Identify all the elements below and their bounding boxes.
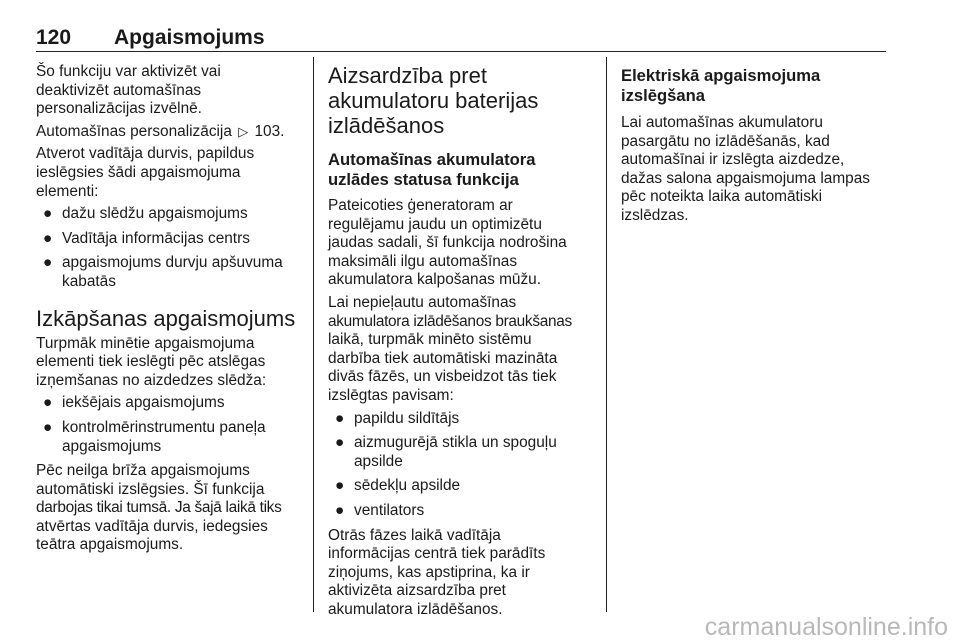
list-item: ● apgaismojums durvju apšuvuma kabatās: [43, 254, 283, 290]
paragraph: Atverot vadītāja durvis, papildus ieslēgsies šādi apgaismojuma elementi:: [36, 145, 255, 200]
column-divider-1: [313, 57, 314, 612]
list-item: ● kontrolmērinstrumentu paneļa apgaismojums: [43, 418, 266, 455]
column-divider-2: [606, 57, 607, 612]
page-header: [36, 26, 886, 50]
list-item: ● iekšējais apgaismojums: [43, 394, 225, 412]
watermark: carmanualsonline.info: [704, 613, 948, 641]
column-left: [36, 63, 306, 559]
bullet-icon: ●: [335, 409, 345, 427]
bullet-icon: ●: [43, 394, 53, 412]
paragraph: Lai automašīnas akumulatoru pasargātu no izlādēšanās, kad automašīnai ir izslēgta aizdedze, dažas salona apgaismojuma lampas pēc noteikta laika automātiski izslēdzas.: [621, 114, 870, 224]
bullet-icon: ●: [43, 205, 53, 223]
bullet-list: [328, 410, 600, 521]
list-item: ● dažu slēdžu apgaismojums: [43, 205, 248, 223]
page-reference-icon: ▷: [238, 123, 249, 139]
column-right: [621, 63, 889, 230]
list-item: ● Vadītāja informācijas centrs: [43, 229, 250, 247]
column-middle: [328, 63, 600, 623]
paragraph: Lai nepieļautu automašīnas akumulatora izlādēšanos braukšanas laikā, turpmāk minēto sistēmu darbība tiek automātiski mazināta divās fāzēs, un visbeidzot tās tiek izslēgtas pavisam:: [328, 293, 572, 404]
subsection-heading: Automašīnas akumulatora uzlādes statusa funkcija: [328, 150, 536, 189]
bullet-list: [36, 394, 306, 456]
paragraph: Otrās fāzes laikā vadītāja informācijas centrā tiek parādīts ziņojums, kas apstiprina, ka ir aktivizēta aizsardzība pret akumulatora izlādēšanos.: [328, 526, 546, 618]
paragraph: Pēc neilga brīža apgaismojums automātiski izslēgsies. Šī funkcija darbojas tikai tumsā. Ja šajā laikā tiks atvērtas vadītāja durvis, iedegsies teātra apgaismojums.: [36, 462, 282, 554]
bullet-icon: ●: [335, 477, 345, 495]
paragraph: Pateicoties ģeneratoram ar regulējamu jaudu un optimizētu jaudas sadali, šī funkcija nodrošina maksimāli ilgu automašīnas akumulatora kalpošanas mūžu.: [328, 197, 567, 289]
section-title: Apgaismojums: [114, 26, 265, 49]
bullet-icon: ●: [43, 254, 53, 272]
bullet-list: [36, 205, 306, 291]
list-item: ● sēdekļu apsilde: [335, 477, 461, 495]
bullet-icon: ●: [335, 434, 345, 452]
list-item: ● aizmugurējā stikla un spoguļu apsilde: [335, 434, 557, 470]
bullet-icon: ●: [335, 501, 345, 519]
cross-reference: Automašīnas personalizācija ▷ 103.: [36, 122, 285, 140]
page-number: 120: [36, 26, 72, 49]
list-item: ● ventilators: [335, 501, 425, 519]
paragraph: Šo funkciju var aktivizēt vai deaktivizēt automašīnas personalizācijas izvēlnē.: [36, 63, 221, 118]
bullet-icon: ●: [43, 229, 53, 247]
paragraph: Turpmāk minētie apgaismojuma elementi tiek ieslēgti pēc atslēgas izņemšanas no aizdedzes slēdža:: [36, 334, 267, 389]
subsection-heading: Elektriskā apgaismojuma izslēgšana: [621, 66, 821, 105]
header-rule: [36, 51, 886, 52]
bullet-icon: ●: [43, 418, 53, 436]
section-heading: Aizsardzība pret akumulatoru baterijas izlādēšanos: [328, 63, 539, 138]
list-item: ● papildu sildītājs: [335, 409, 460, 427]
section-heading: Izkāpšanas apgaismojums: [36, 305, 296, 331]
